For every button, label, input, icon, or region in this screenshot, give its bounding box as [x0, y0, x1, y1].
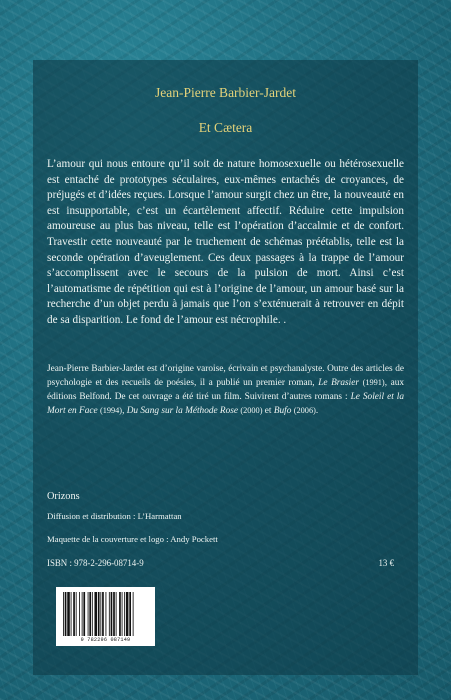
bio-year-3: (2000): [240, 406, 263, 415]
author-name: Jean-Pierre Barbier-Jardet: [154, 85, 297, 100]
bio-book-3: Du Sang sur la Méthode Rose: [126, 406, 239, 416]
bio-sep-2: ,: [122, 406, 125, 416]
bio-year-4: (2006): [293, 406, 316, 415]
bio-year-2: (1994): [99, 406, 123, 415]
publisher-name: Orizons: [47, 491, 80, 502]
diffusion-credit: Diffusion et distribution : L’Harmattan: [47, 511, 182, 521]
bio-end: .: [315, 406, 319, 416]
bio-book-2: Le Soleil et la Mort en Face: [47, 392, 404, 416]
author-bio: [47, 362, 404, 418]
price-label: 13 €: [378, 558, 394, 568]
bio-year-1: (1991): [362, 378, 385, 387]
book-title: Et Cætera: [198, 120, 253, 135]
blurb-text: L’amour qui nous entoure qu’il soit de nature homosexuelle ou hétérosexuelle est entaché de prototypes séculaires, eux-mêmes entachés de croyances, de préjugés et d’idées reçues. Lorsque l’amour surgit chez un être, la nouveauté en est insupportable, c’est un écartèlement affectif. Réduire cette impulsion amoureuse au plus bas niveau, telle est l’opération d’accalmie et de confort. Travestir cette nouveauté par le truchement de schémas préétablis, telle est la seconde opération d’aveuglement. Ces deux passages à la trappe de l’amour s’accomplissent avec le secours de la pulsion de mort. Ainsi c’est l’automatisme de répétition qui est à l’origine de l’amour, un amour basé sur la recherche d’un objet perdu à jamais que l’on s’exténuerait à retrouver en dépit de sa disparition. Le fond de l’amour est nécrophile. .: [47, 158, 404, 326]
isbn-number: ISBN : 978-2-296-08714-9: [47, 558, 144, 568]
barcode-digits: 9 782296 087149: [80, 637, 131, 643]
barcode: [56, 587, 155, 646]
bio-part-1: Jean-Pierre Barbier-Jardet est d’origine varoise, écrivain et psychanalyste. Outre des articles de psychologie et des recueils de poésies, il a publié un premier roman,: [47, 364, 404, 388]
back-cover-panel: [33, 60, 418, 675]
bio-book-4: Bufo: [273, 406, 292, 416]
bio-sep-3: et: [264, 406, 272, 416]
barcode-bars-icon: [62, 592, 149, 636]
bio-part-2: , aux éditions Belfond. De cet ouvrage a été tiré un film. Suivirent d’autres romans :: [47, 378, 405, 402]
cover-design-credit: Maquette de la couverture et logo : Andy Pockett: [47, 534, 218, 544]
bio-book-1: Le Brasier: [318, 378, 359, 388]
